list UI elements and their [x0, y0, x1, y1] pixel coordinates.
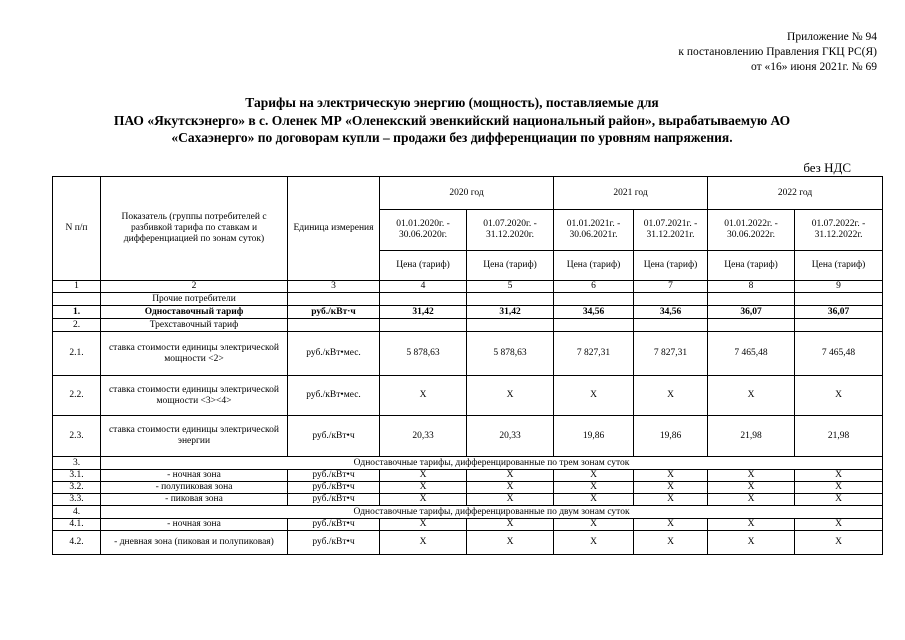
row-value: X	[554, 519, 634, 531]
row-value: 36,07	[795, 306, 883, 319]
table-row	[53, 319, 883, 332]
title-line: ПАО «Якутскэнерго» в с. Оленек МР «Оленекский эвенкийский национальный район», вырабатываемую АО	[113, 112, 791, 128]
header-price: Цена (тариф)	[634, 251, 708, 281]
row-unit: руб./кВт•ч	[288, 470, 380, 482]
row-value: X	[708, 494, 795, 506]
row-unit	[288, 319, 380, 332]
appendix-header	[678, 30, 877, 75]
row-value: X	[634, 470, 708, 482]
row-value: X	[708, 376, 795, 416]
row-value: 7 465,48	[795, 332, 883, 376]
header-year: 2021 год	[554, 177, 708, 210]
row-name: - пиковая зона	[101, 494, 288, 506]
column-number: 1	[53, 281, 101, 293]
row-name: Трехставочный тариф	[101, 319, 288, 332]
row-value: X	[467, 519, 554, 531]
row-num: 4.	[53, 506, 101, 519]
row-value: X	[380, 531, 467, 555]
row-value: X	[708, 470, 795, 482]
row-value: 7 827,31	[634, 332, 708, 376]
row-value: 34,56	[554, 306, 634, 319]
row-value	[708, 293, 795, 306]
row-num: 2.3.	[53, 416, 101, 457]
header-period: 01.07.2022г. - 31.12.2022г.	[795, 210, 883, 251]
header-period: 01.07.2020г. - 31.12.2020г.	[467, 210, 554, 251]
row-value: X	[380, 494, 467, 506]
column-number: 4	[380, 281, 467, 293]
row-value: X	[554, 470, 634, 482]
row-value: 21,98	[708, 416, 795, 457]
row-value: X	[634, 482, 708, 494]
row-value: 7 465,48	[708, 332, 795, 376]
table-row	[53, 332, 883, 376]
row-num: 2.	[53, 319, 101, 332]
row-value: X	[467, 494, 554, 506]
row-name: - дневная зона (пиковая и полупиковая)	[101, 531, 288, 555]
row-value: 21,98	[795, 416, 883, 457]
row-value: X	[795, 519, 883, 531]
header-year: 2022 год	[708, 177, 883, 210]
table-section-row	[53, 457, 883, 470]
tariff-table	[52, 176, 883, 555]
row-value: X	[634, 494, 708, 506]
row-num: 3.3.	[53, 494, 101, 506]
row-value: X	[380, 519, 467, 531]
row-num: 1.	[53, 306, 101, 319]
row-name: Одноставочный тариф	[101, 306, 288, 319]
header-year: 2020 год	[380, 177, 554, 210]
row-name: - полупиковая зона	[101, 482, 288, 494]
row-value: X	[708, 519, 795, 531]
row-value	[467, 293, 554, 306]
row-value	[380, 319, 467, 332]
row-value: 19,86	[554, 416, 634, 457]
title-line: Тарифы на электрическую энергию (мощность), поставляемые для	[245, 95, 659, 110]
header-period: 01.01.2020г. - 30.06.2020г.	[380, 210, 467, 251]
row-value: 31,42	[467, 306, 554, 319]
header-period: 01.01.2022г. - 30.06.2022г.	[708, 210, 795, 251]
row-unit: руб./кВт•ч	[288, 531, 380, 555]
row-unit: руб./кВт•ч	[288, 519, 380, 531]
appendix-line: от «16» июня 2021г. № 69	[751, 61, 877, 73]
row-value: 31,42	[380, 306, 467, 319]
row-value: 20,33	[467, 416, 554, 457]
row-name: Одноставочные тарифы, дифференцированные по трем зонам суток	[101, 457, 883, 470]
row-value	[795, 319, 883, 332]
row-num: 2.1.	[53, 332, 101, 376]
table-row	[53, 531, 883, 555]
header-price: Цена (тариф)	[708, 251, 795, 281]
row-value: X	[634, 376, 708, 416]
row-value: 34,56	[634, 306, 708, 319]
row-name: Прочие потребители	[101, 293, 288, 306]
row-value	[795, 293, 883, 306]
row-value: X	[467, 482, 554, 494]
row-name: ставка стоимости единицы электрической мощности <2>	[101, 332, 288, 376]
row-value: X	[467, 531, 554, 555]
column-number: 6	[554, 281, 634, 293]
row-name: ставка стоимости единицы электрической мощности <3><4>	[101, 376, 288, 416]
appendix-line: к постановлению Правления ГКЦ РС(Я)	[678, 46, 877, 58]
row-value: X	[795, 470, 883, 482]
appendix-line: Приложение № 94	[787, 31, 877, 43]
row-value: X	[554, 494, 634, 506]
column-number: 2	[101, 281, 288, 293]
column-number: 8	[708, 281, 795, 293]
row-value: X	[380, 482, 467, 494]
row-num: 3.	[53, 457, 101, 470]
table-row	[53, 376, 883, 416]
header-unit: Единица измерения	[288, 177, 380, 281]
table-row	[53, 306, 883, 319]
row-num: 2.2.	[53, 376, 101, 416]
row-value: 7 827,31	[554, 332, 634, 376]
table-row	[53, 494, 883, 506]
row-unit: руб./кВт•мес.	[288, 332, 380, 376]
table-row	[53, 519, 883, 531]
table-section-row	[53, 506, 883, 519]
row-value: X	[467, 376, 554, 416]
vat-note: без НДС	[803, 160, 851, 175]
row-unit	[288, 293, 380, 306]
row-value: 5 878,63	[467, 332, 554, 376]
row-value: X	[554, 531, 634, 555]
row-value: 5 878,63	[380, 332, 467, 376]
row-name: - ночная зона	[101, 519, 288, 531]
row-value: X	[795, 482, 883, 494]
row-unit: руб./кВт•ч	[288, 416, 380, 457]
header-period: 01.01.2021г. - 30.06.2021г.	[554, 210, 634, 251]
row-value	[380, 293, 467, 306]
row-num: 4.1.	[53, 519, 101, 531]
document-title	[52, 94, 852, 147]
row-value	[554, 319, 634, 332]
row-value: X	[795, 531, 883, 555]
row-unit: руб./кВт•ч	[288, 482, 380, 494]
row-value: X	[708, 531, 795, 555]
row-unit: руб./кВт•мес.	[288, 376, 380, 416]
row-unit: руб./кВт•ч	[288, 494, 380, 506]
table-row	[53, 416, 883, 457]
header-price: Цена (тариф)	[380, 251, 467, 281]
row-value	[554, 293, 634, 306]
row-value	[708, 319, 795, 332]
table-row	[53, 482, 883, 494]
row-value: 20,33	[380, 416, 467, 457]
header-price: Цена (тариф)	[467, 251, 554, 281]
row-num: 3.1.	[53, 470, 101, 482]
header-indicator: Показатель (группы потребителей с разбивкой тарифа по ставкам и дифференциацией по зонам суток)	[101, 177, 288, 281]
column-number: 5	[467, 281, 554, 293]
row-value: X	[708, 482, 795, 494]
header-price: Цена (тариф)	[795, 251, 883, 281]
row-value: X	[554, 376, 634, 416]
row-value: X	[634, 519, 708, 531]
table-row	[53, 293, 883, 306]
row-value: X	[795, 376, 883, 416]
row-value	[467, 319, 554, 332]
column-number: 9	[795, 281, 883, 293]
header-period: 01.07.2021г. - 31.12.2021г.	[634, 210, 708, 251]
row-value: X	[634, 531, 708, 555]
header-num: N п/п	[53, 177, 101, 281]
row-value	[634, 319, 708, 332]
row-num	[53, 293, 101, 306]
row-value: X	[380, 470, 467, 482]
row-value: 36,07	[708, 306, 795, 319]
row-value: X	[795, 494, 883, 506]
row-name: - ночная зона	[101, 470, 288, 482]
row-value: X	[467, 470, 554, 482]
table-row	[53, 470, 883, 482]
row-num: 4.2.	[53, 531, 101, 555]
row-unit: руб./кВт·ч	[288, 306, 380, 319]
row-value: X	[380, 376, 467, 416]
column-number: 3	[288, 281, 380, 293]
row-value: X	[554, 482, 634, 494]
row-value	[634, 293, 708, 306]
column-number: 7	[634, 281, 708, 293]
title-line: «Сахаэнерго» по договорам купли – продажи без дифференциации по уровням напряжения.	[171, 130, 733, 145]
row-name: ставка стоимости единицы электрической энергии	[101, 416, 288, 457]
header-price: Цена (тариф)	[554, 251, 634, 281]
row-num: 3.2.	[53, 482, 101, 494]
row-name: Одноставочные тарифы, дифференцированные по двум зонам суток	[101, 506, 883, 519]
row-value: 19,86	[634, 416, 708, 457]
